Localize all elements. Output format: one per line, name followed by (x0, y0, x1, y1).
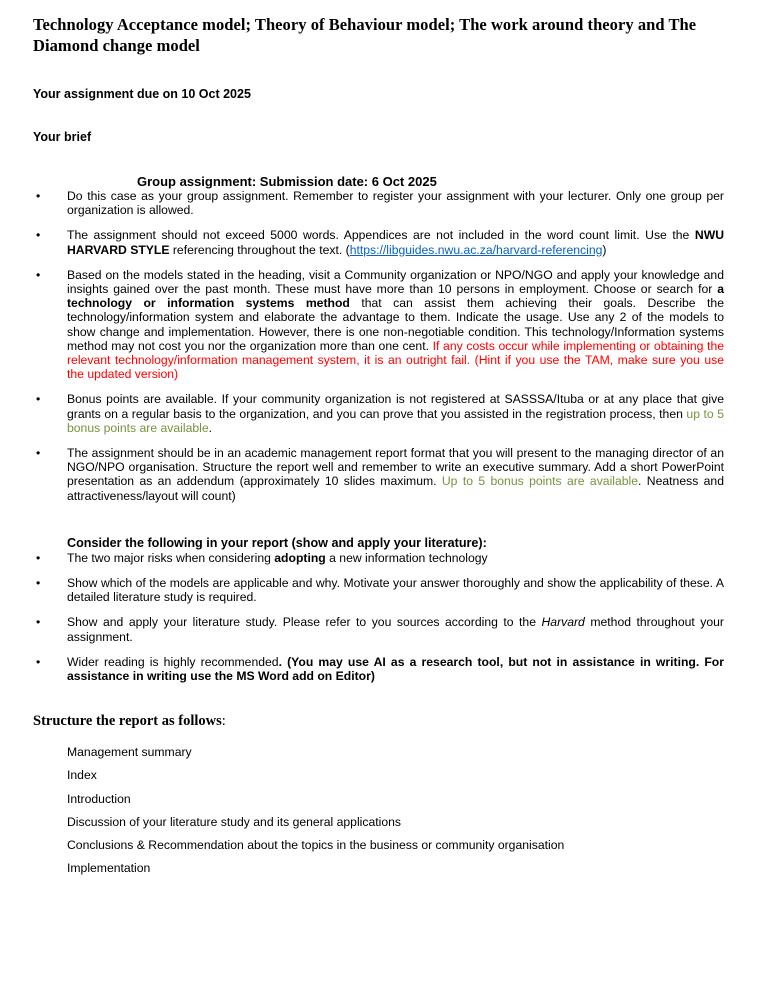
bullet-marker-icon: • (36, 267, 41, 282)
bonus-green-run: Up to 5 bonus points are available (441, 474, 639, 489)
bullet-report-format (33, 446, 724, 503)
page-title: Technology Acceptance model; Theory of Behaviour model; The work around theory and The Diamond change model (33, 15, 697, 55)
text-run: . Neatness and attractiveness/layout will count) (67, 474, 724, 503)
bullet-literature-harvard (33, 615, 724, 643)
main-bullet-list (33, 189, 724, 503)
emphasis-bold-run: . (You may use AI as a research tool, but not in assistance in writing. For assistance in writing use the MS Word add on Editor) (67, 654, 724, 684)
group-assignment-heading: Group assignment: Submission date: 6 Oct 2025 (137, 174, 437, 189)
assignment-due-heading: Your assignment due on 10 Oct 2025 (33, 87, 251, 101)
harvard-referencing-link[interactable]: https://libguides.nwu.ac.za/harvard-referencing (349, 242, 603, 257)
consider-heading: Consider the following in your report (show and apply your literature): (67, 535, 487, 550)
bullet-two-major-risks (33, 551, 724, 565)
text-run: Bonus points are available. If your community organization is not registered at SASSSA/Ituba or at any place that give grants on a regular basis to the organization, and you can prove that you assisted in the registration process, then (67, 392, 724, 421)
text-run: The assignment should be in an academic management report format that you will present to the managing director of an NGO/NPO organisation. Structure the report well and remember to write an executive summary. Add a short PowerPoint presentation as an addendum (approximately 10 slides maximum. (67, 446, 724, 489)
bullet-models-applicable (33, 576, 724, 604)
emphasis-bold-run: NWU HARVARD STYLE (67, 228, 724, 257)
text-run: that can assist them achieving their goals. Describe the technology/information system and elaborate the advantage to them. Indicate the usage. Use any 2 of the models to show change and implementation. However, there is one non-negotiable condition. This technology/Information systems method may not cost you nor the organization more than one cent. (67, 296, 724, 353)
bullet-word-limit-referencing (33, 228, 724, 256)
bullet-text (67, 228, 724, 256)
text-run: Show which of the models are applicable and why. Motivate your answer thoroughly and show the applicability of these. A detailed literature study is required. (67, 576, 724, 605)
structure-heading-colon: : (221, 713, 226, 730)
text-run: The assignment should not exceed 5000 words. Appendices are not included in the word count limit. Use the (67, 228, 695, 243)
bullet-marker-icon: • (36, 392, 41, 407)
bullet-text (67, 392, 724, 434)
text-run: referencing throughout the text. ( (169, 242, 350, 257)
structure-list-item: Discussion of your literature study and its general applications (67, 814, 401, 829)
bullet-text (67, 615, 724, 643)
bullet-marker-icon: • (36, 654, 41, 669)
text-run: Do this case as your group assignment. Remember to register your assignment with your lecturer. Only one group per organization is allowed. (67, 189, 724, 218)
consider-bullet-list (33, 551, 724, 683)
structure-list-item: Management summary (67, 745, 192, 760)
text-run: The two major risks when considering (67, 550, 275, 565)
bullet-text (67, 655, 724, 683)
bullet-marker-icon: • (36, 446, 41, 461)
bullet-marker-icon: • (36, 550, 41, 565)
bullet-marker-icon: • (36, 576, 41, 591)
bullet-marker-icon: • (36, 615, 41, 630)
text-run: . (208, 420, 212, 435)
bullet-marker-icon: • (36, 228, 41, 243)
document-body (33, 14, 724, 884)
text-run: a new information technology (325, 550, 488, 565)
emphasis-bold-run: adopting (274, 550, 326, 565)
emphasis-bold-run: a technology or information systems method (67, 282, 724, 311)
bonus-green-run: up to 5 bonus points are available (67, 406, 724, 435)
structure-list-item: Index (67, 768, 97, 783)
text-run: method throughout your assignment. (67, 615, 724, 644)
bullet-marker-icon: • (36, 189, 41, 203)
bullet-group-assignment (33, 189, 724, 217)
text-run: Show and apply your literature study. Please refer to you sources according to the (67, 615, 542, 630)
your-brief-heading: Your brief (33, 130, 92, 144)
structure-list-item: Introduction (67, 791, 131, 806)
text-run: ) (602, 242, 607, 257)
bullet-bonus-registration (33, 392, 724, 435)
bullet-text (67, 189, 724, 217)
structure-heading (33, 713, 724, 729)
structure-list-item: Implementation (67, 861, 151, 876)
emphasis-italic-run: Harvard (541, 615, 585, 630)
bullet-wider-reading (33, 655, 724, 683)
bullet-visit-organization (33, 268, 724, 382)
structure-list-item: Conclusions & Recommendation about the topics in the business or community organisation (67, 838, 565, 853)
structure-heading-bold: Structure the report as follows (33, 713, 222, 730)
text-run: Wider reading is highly recommended (67, 654, 279, 669)
text-run: Based on the models stated in the heading, visit a Community organization or NPO/NGO and apply your knowledge and insights gained over the past month. These must have more than 10 persons in employment. Choose or search for (67, 267, 724, 297)
structure-item-list (33, 745, 724, 875)
bullet-text (67, 446, 724, 503)
bullet-text (67, 268, 724, 381)
bullet-text (67, 576, 724, 604)
warning-red-run: If any costs occur while implementing or obtaining the relevant technology/information management system, it is an outright fail. (Hint if you use the TAM, make sure you use the updated version) (67, 338, 724, 382)
bullet-text (67, 551, 488, 565)
